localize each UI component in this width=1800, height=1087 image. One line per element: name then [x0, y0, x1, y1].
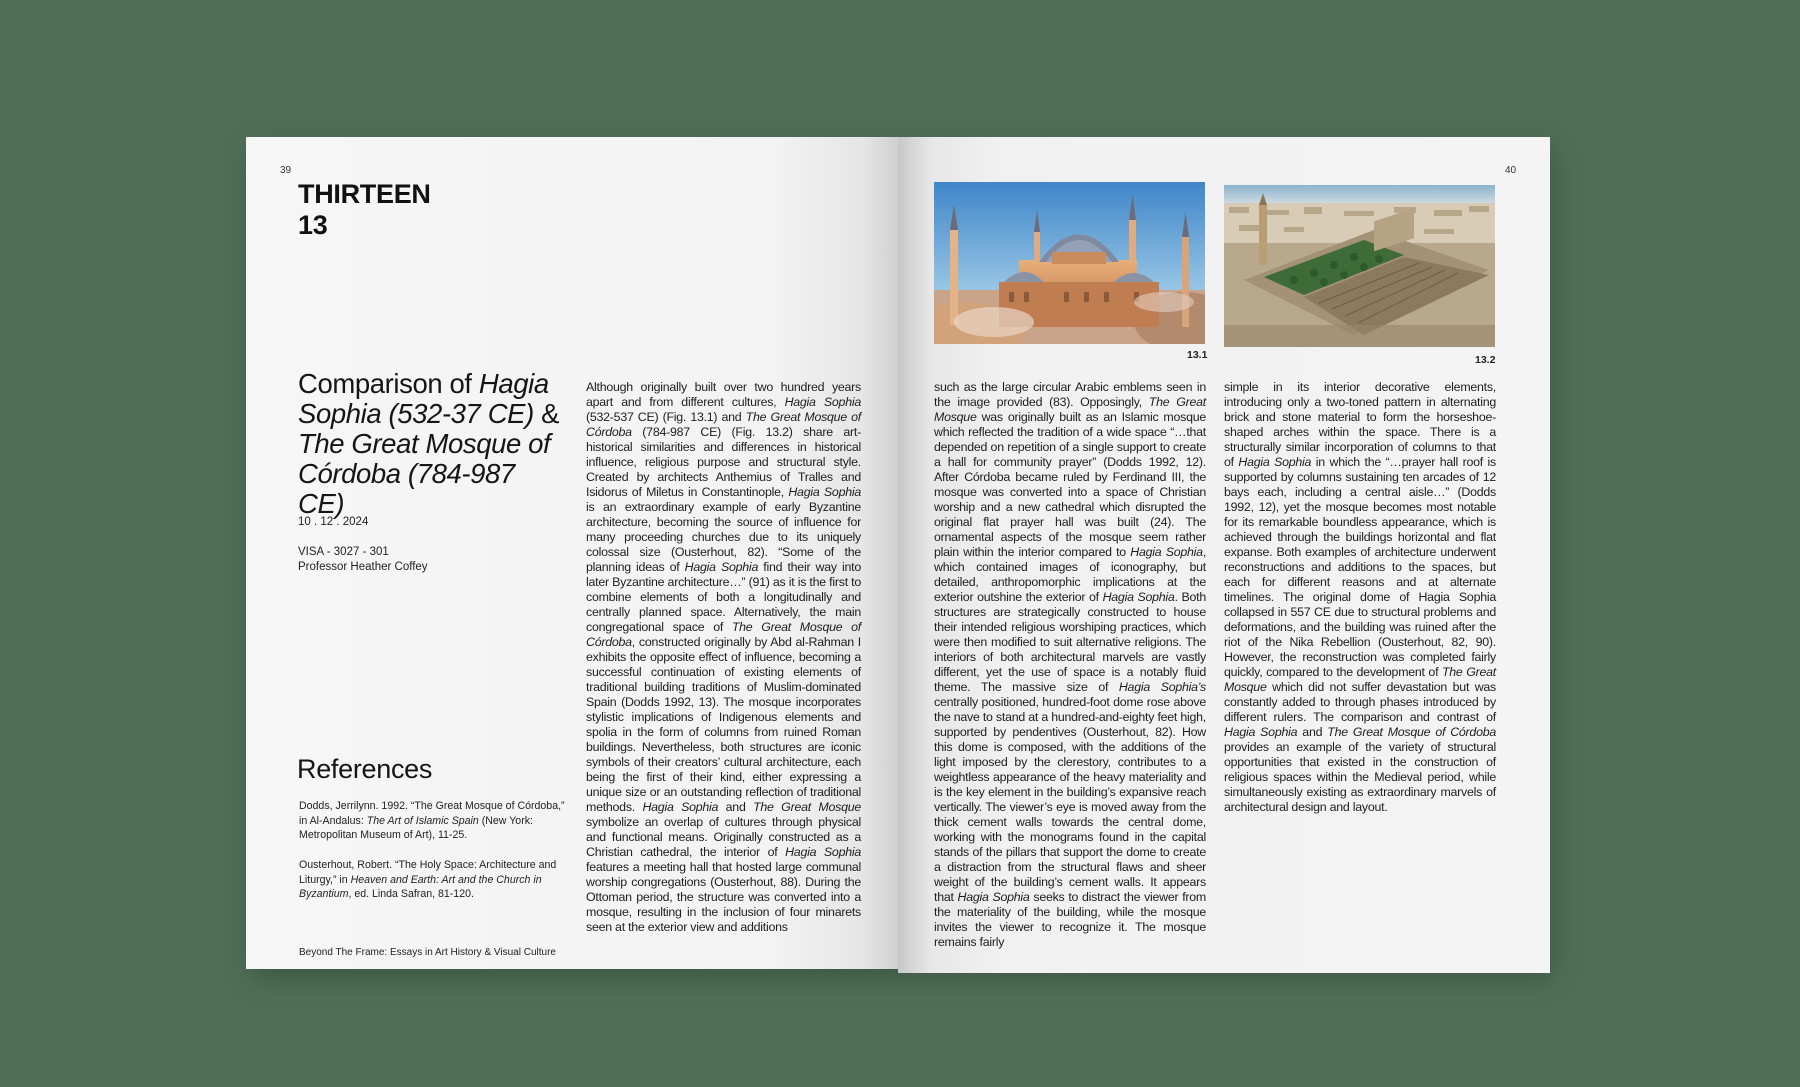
- chapter-number: 13: [298, 210, 328, 240]
- essay-column-right-2: [1224, 380, 1496, 815]
- title-part-italic: Hagia Sophia (532-37 CE): [298, 368, 549, 429]
- essay-title: [298, 369, 568, 519]
- essay-column-left: [586, 380, 861, 935]
- body-text: and: [1297, 725, 1328, 739]
- body-text: was originally built as an Islamic mosque which reflected the tradition of a wide space “…that depended on repetition of a single support to create a hall for community prayer” (Dodds 1992, 12). After Córdoba became ruled by Ferdinand III, the mosque was converted into a space of Christian worship and a new cathedral which disrupted the original flat prayer hall was built (24). The ornamental aspects of the mosque seem rather plain within the interior compared to: [934, 410, 1206, 559]
- title-part-italic: The Great Mosque of Córdoba (784-987 CE): [298, 428, 551, 519]
- body-italic: The Great Mosque of Córdoba: [586, 620, 861, 649]
- body-italic: Hagia Sophia: [784, 395, 861, 409]
- reference-text: Ousterhout, Robert. “The Holy Space: Architecture and Liturgy,” in: [299, 859, 557, 886]
- reference-title: Heaven and Earth: Art and the Church in Byzantium: [299, 873, 542, 900]
- body-italic: The Great Mosque: [934, 395, 1206, 424]
- hagia-sophia-photo: [934, 182, 1205, 344]
- body-italic: Hagia Sophia: [957, 890, 1030, 904]
- reference-item: [299, 799, 569, 843]
- figure-caption-13-1: 13.1: [1187, 349, 1208, 361]
- book-footer: Beyond The Frame: Essays in Art History & Visual Culture: [299, 947, 556, 958]
- title-part: &: [533, 398, 560, 429]
- essay-date: 10 . 12 . 2024: [298, 516, 369, 528]
- body-text: , which contained images of iconography, but detailed, anthropomorphic implications at the exterior outshine the exterior of: [934, 545, 1207, 604]
- body-text: which did not suffer devastation but was constantly added to through phases introduced by different rulers. The comparison and contrast of: [1224, 680, 1496, 724]
- body-italic: Hagia Sophia: [1130, 545, 1203, 559]
- body-text: (784-987 CE) (Fig. 13.2) share art-historical similarities and differences in historical influence, religious purpose and structural style. Created by architects Anthemius of Tralles and Isidorus of Miletus in Constantinople,: [586, 425, 861, 499]
- body-italic: Hagia Sophia: [684, 560, 759, 574]
- body-text: Although originally built over two hundred years apart and from different cultures,: [586, 380, 861, 409]
- body-text: find their way into later Byzantine architecture…” (91) as it is the first to combine elements of both a longitudinally and centrally planned space. Alternatively, the main congregational space of: [586, 560, 861, 634]
- page-number-right: 40: [1505, 165, 1517, 176]
- body-text: such as the large circular Arabic emblems seen in the image provided (83). Opposingly,: [934, 380, 1206, 409]
- body-text: provides an example of the variety of structural opportunities that existed in the construction of religious spaces within the Medieval period, while simultaneously existing as extraordinary marvels of architectural design and layout.: [1224, 740, 1496, 814]
- body-italic: Hagia Sophia: [1102, 590, 1175, 604]
- body-text: centrally positioned, hundred-foot dome rose above the nave to stand at a hundred-and-eighty feet high, supported by pendentives (Ousterhout, 82). How this dome is composed, with the additions of the light imposed by the clerestory, contributes to a weightless appearance of the heavy materiality and is the key element in the building’s expansive reach vertically. The viewer’s eye is moved away from the thick cement walls towards the central dome, working with the monograms found in the capital stands of the pillars that support the dome to create a distraction from the structural flaws and sheer weight of the building’s cement walls. It appears that: [934, 695, 1206, 904]
- body-text: is an extraordinary example of early Byzantine architecture, becoming the source of influence for many proceeding churches due to its uniquely colossal size (Ousterhout, 82). “Some of the planning ideas of: [586, 500, 861, 574]
- body-text: simple in its interior decorative elements, introducing only a two-toned pattern in alternating brick and stone material to form the horseshoe-shaped arches within the space. There is a structurally similar incorporation of columns to that of: [1224, 380, 1496, 469]
- body-text: features a meeting hall that hosted large communal worship congregations (Ousterhout, 88). During the Ottoman period, the structure was converted into a mosque, resulting in the inclusion of four minarets seen at the exterior view and additions: [586, 860, 861, 934]
- body-italic: Hagia Sophia’s: [1118, 680, 1206, 694]
- reference-text: , ed. Linda Safran, 81-120.: [348, 888, 474, 900]
- reference-title: The Art of Islamic Spain: [366, 814, 479, 827]
- body-text: symbolize an overlap of cultures through physical and functional means. Originally constructed as a Christian cathedral, the interior of: [586, 815, 861, 859]
- body-italic: The Great Mosque of Córdoba: [1327, 725, 1496, 739]
- chapter-heading: [298, 179, 431, 241]
- body-text: , constructed originally by Abd al-Rahman I exhibits the opposite effect of influence, becoming a successful continuation of existing elements of traditional building traditions of Muslim-dominated Spain (Dodds 1992, 13). The mosque incorporates stylistic implications of Indigenous elements and spolia in the form of columns from ruined Roman buildings. Nevertheless, both structures are iconic symbols of their creators’ cultural architecture, each being the first of their kind, either expressing a unique size or an outstanding reflection of traditional methods.: [586, 635, 861, 814]
- great-mosque-cordoba-photo: [1224, 185, 1495, 347]
- professor-name: Professor Heather Coffey: [298, 561, 428, 573]
- body-italic: The Great Mosque of Córdoba: [586, 410, 861, 439]
- body-text: in which the “…prayer hall roof is supported by columns sustaining ten arcades of 12 bays each, including a central aisle…” (Dodds 1992, 12), yet the mosque becomes most notable for its remarkable boundless appearance, which is achieved through the buildings horizontal and flat expanse. Both examples of architecture underwent reconstructions and additions to the spaces, but each for different reasons and at alternate timelines. The original dome of Hagia Sophia collapsed in 557 CE due to structural problems and deformations, and the building was ruined after the riot of the Nika Rebellion (Ousterhout, 82, 90). However, the reconstruction was completed fairly quickly, compared to the development of: [1224, 455, 1496, 679]
- page-number-left: 39: [280, 165, 292, 176]
- figure-caption-13-2: 13.2: [1475, 354, 1496, 366]
- body-italic: Hagia Sophia: [1238, 455, 1312, 469]
- essay-column-right-1: [934, 380, 1206, 950]
- body-text: and: [718, 800, 754, 814]
- body-text: seeks to distract the viewer from the materiality of the building, while the mosque invites the viewer to recognize it. The mosque remains fairly: [934, 890, 1206, 949]
- references-heading: References: [297, 754, 433, 784]
- body-italic: Hagia Sophia: [642, 800, 719, 814]
- body-italic: Hagia Sophia: [1224, 725, 1298, 739]
- body-italic: Hagia Sophia: [785, 845, 861, 859]
- right-page: [898, 137, 1550, 973]
- reference-text: (New York: Metropolitan Museum of Art), 11-25.: [299, 814, 533, 841]
- body-italic: Hagia Sophia: [788, 485, 861, 499]
- body-italic: The Great Mosque: [753, 800, 861, 814]
- reference-text: Dodds, Jerrilynn. 1992. “The Great Mosque of Córdoba,” in Al-Andalus:: [299, 800, 565, 827]
- chapter-word: THIRTEEN: [298, 179, 431, 209]
- reference-item: [299, 858, 569, 902]
- body-italic: The Great Mosque: [1224, 665, 1496, 694]
- course-code: VISA - 3027 - 301: [298, 546, 389, 558]
- body-text: . Both structures are strategically constructed to house their intended religious worshiping practices, which were then modified to suit alternative religions. The interiors of both architectural marvels are vastly different, yet the use of space is a notably fluid theme. The massive size of: [934, 590, 1207, 694]
- body-text: (532-537 CE) (Fig. 13.1) and: [586, 410, 746, 424]
- title-part: Comparison of: [298, 368, 479, 399]
- left-page: [246, 137, 900, 969]
